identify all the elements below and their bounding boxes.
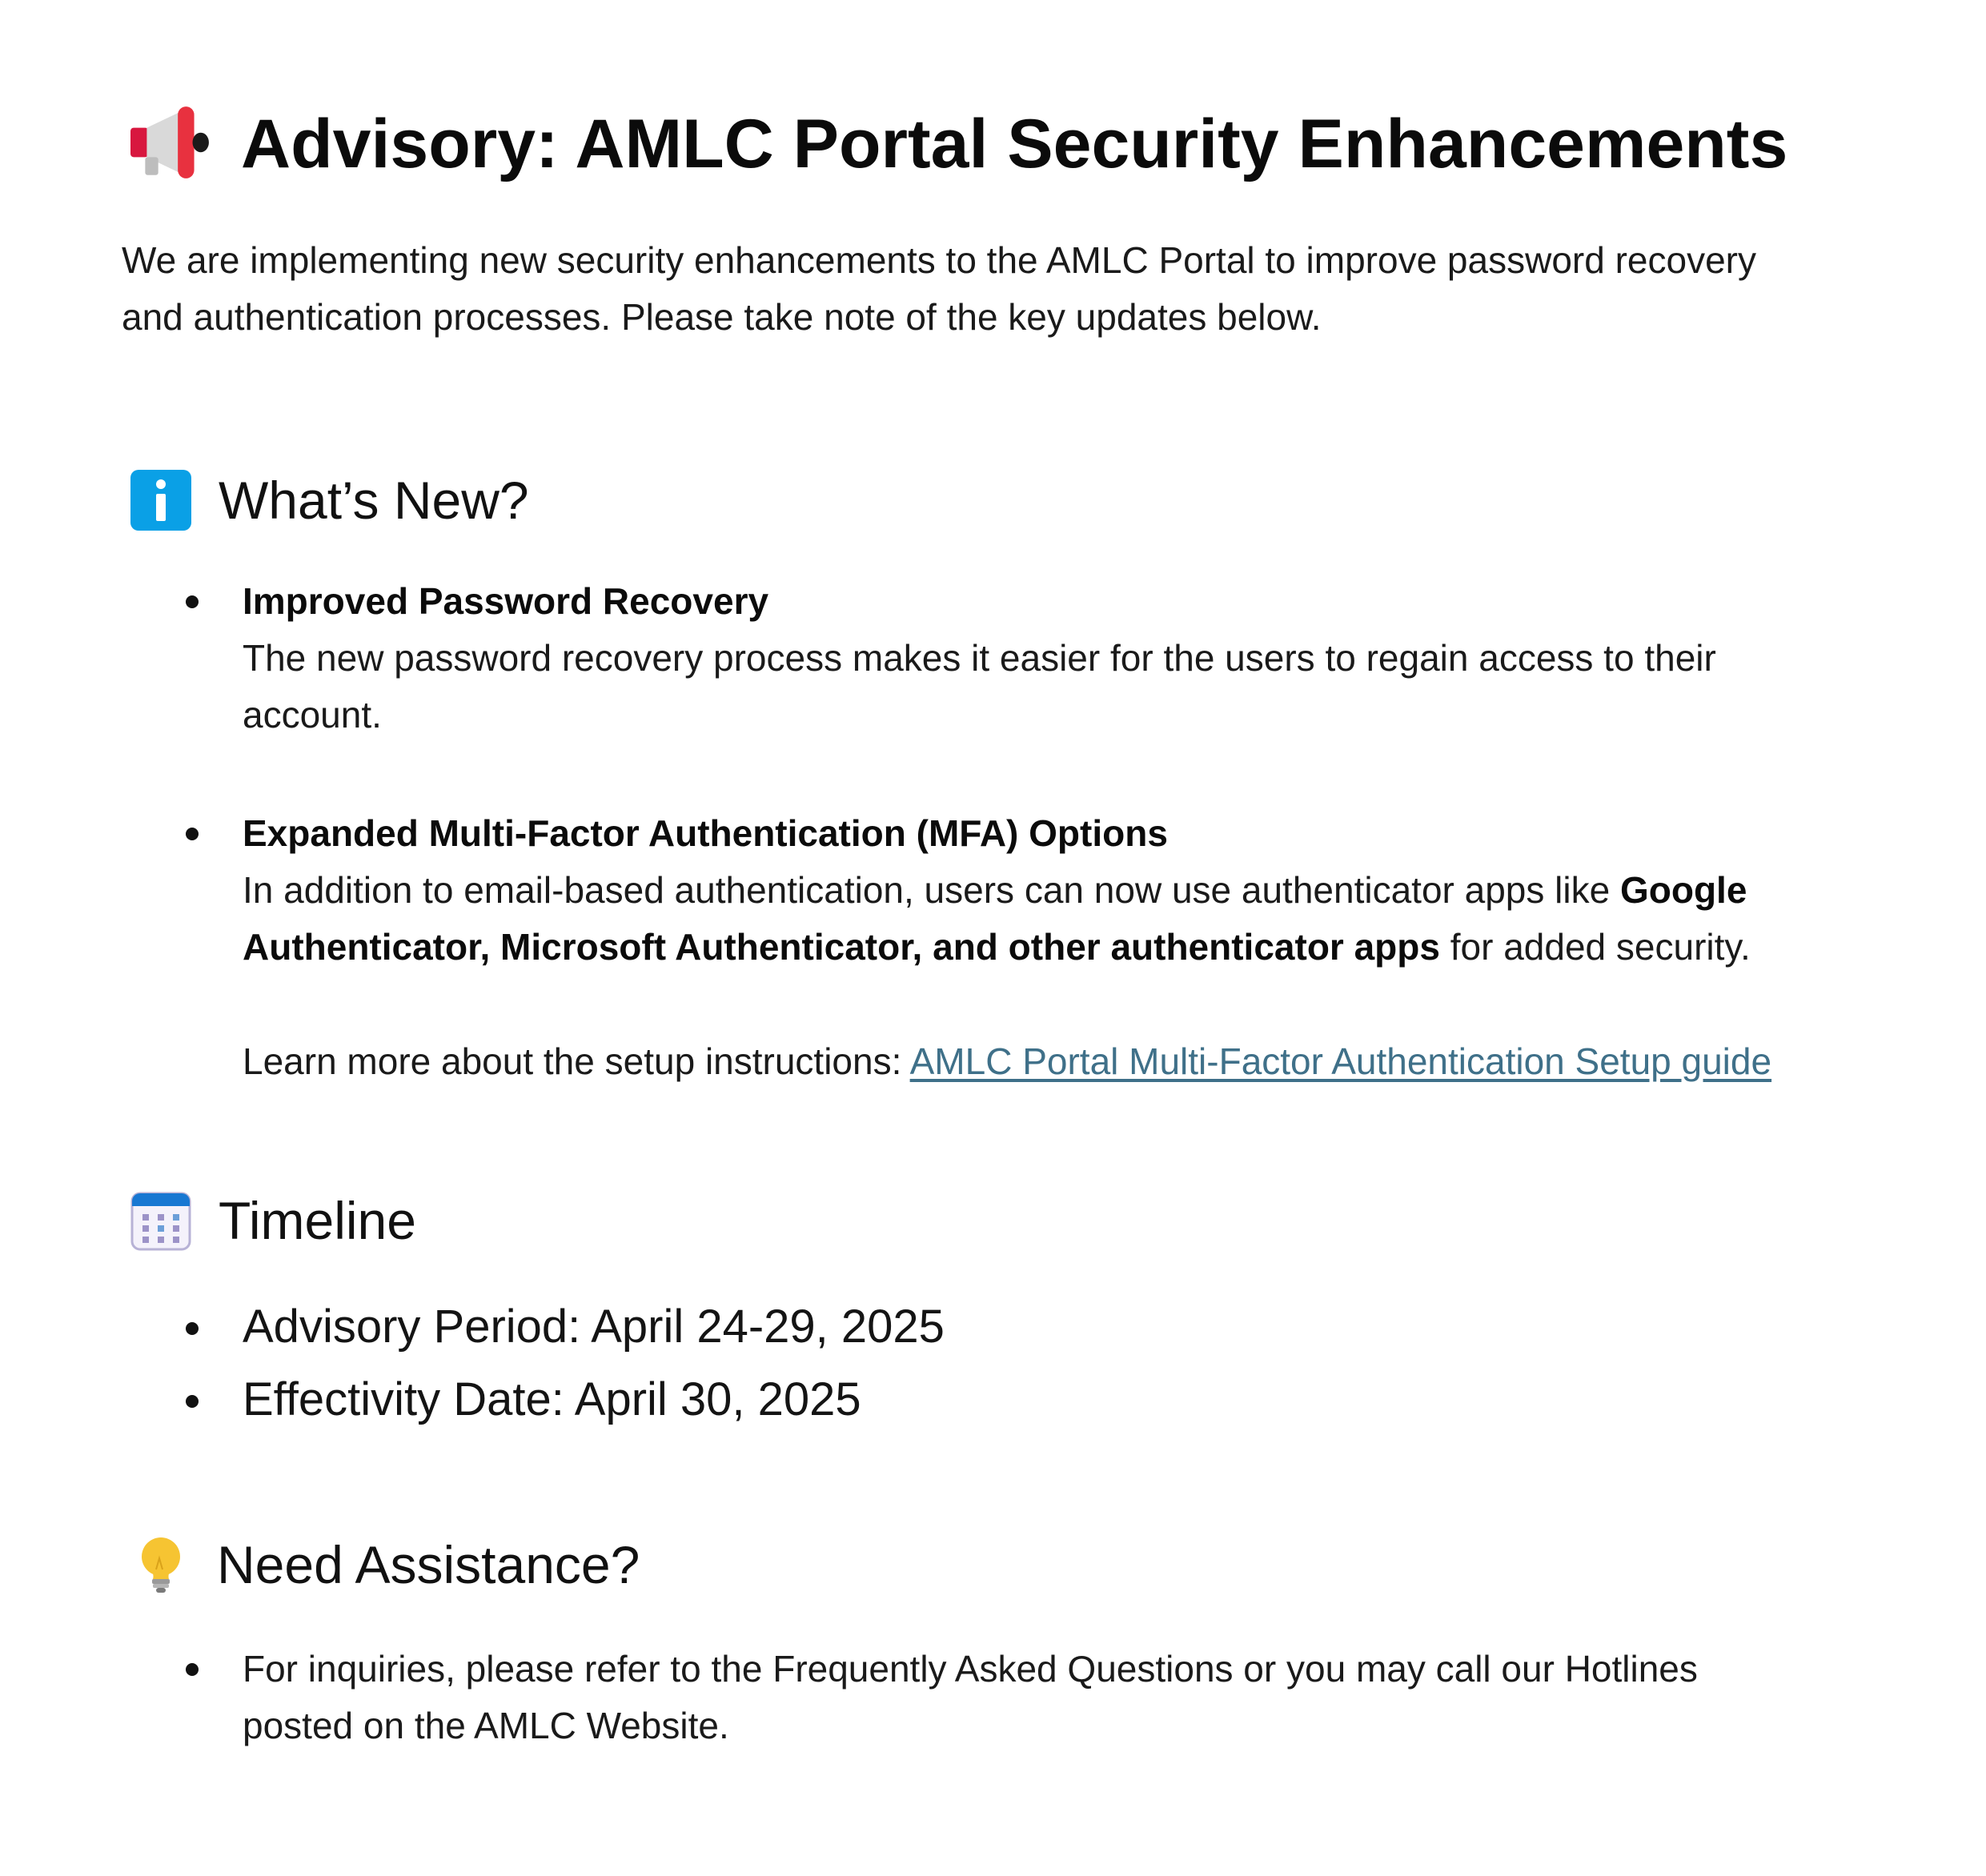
intro-line: We are implementing new security enhancements to the AMLC Portal to improve password recovery <box>122 239 1756 281</box>
timeline-item: Advisory Period: April 24-29, 2025 <box>243 1301 945 1353</box>
spacer <box>243 976 1892 1033</box>
item-bold-text: Authenticator, Microsoft Authenticator, and other authenticator apps <box>243 926 1440 968</box>
intro-paragraph <box>122 232 1883 346</box>
section-heading-timeline <box>130 1185 416 1257</box>
learn-more-prefix: Learn more about the setup instructions: <box>243 1040 910 1082</box>
item-line: account. <box>243 694 382 736</box>
section-heading-whats-new <box>130 464 529 536</box>
timeline-item: Effectivity Date: April 30, 2025 <box>243 1373 861 1425</box>
bullet <box>186 595 199 608</box>
intro-line: and authentication processes. Please take note of the key updates below. <box>122 296 1322 338</box>
list-item <box>243 1641 1892 1754</box>
item-line <box>243 862 1892 919</box>
page-title: Advisory: AMLC Portal Security Enhancements <box>241 105 1788 182</box>
item-text: In addition to email-based authentication, users can now use authenticator apps like <box>243 869 1620 911</box>
item-line <box>243 919 1892 976</box>
item-bold-text: Google <box>1619 869 1747 911</box>
item-line: posted on the AMLC Website. <box>243 1705 729 1746</box>
calendar-icon <box>130 1190 191 1251</box>
bullet <box>186 1663 199 1676</box>
item-line: For inquiries, please refer to the Frequently Asked Questions or you may call our Hotlines <box>243 1648 1698 1690</box>
learn-more-line <box>243 1033 1892 1090</box>
lightbulb-icon <box>130 1534 191 1595</box>
bullet <box>186 828 199 840</box>
info-icon <box>130 470 191 531</box>
section-heading-need-assistance <box>130 1529 640 1601</box>
list-item <box>243 805 1892 1090</box>
item-title: Expanded Multi-Factor Authentication (MFA) Options <box>243 812 1168 854</box>
list-item <box>243 573 1892 744</box>
item-line: The new password recovery process makes it easier for the users to regain access to their <box>243 637 1716 679</box>
item-text: for added security. <box>1439 926 1751 968</box>
bullet <box>186 1395 199 1408</box>
bullet <box>186 1322 199 1335</box>
section-title: Timeline <box>219 1191 416 1250</box>
mfa-setup-guide-link[interactable]: AMLC Portal Multi-Factor Authentication Setup guide <box>909 1040 1772 1082</box>
megaphone-icon <box>130 103 212 185</box>
section-title: Need Assistance? <box>217 1535 640 1594</box>
item-title: Improved Password Recovery <box>243 580 769 622</box>
title-row <box>130 96 1787 192</box>
section-title: What’s New? <box>219 471 529 530</box>
